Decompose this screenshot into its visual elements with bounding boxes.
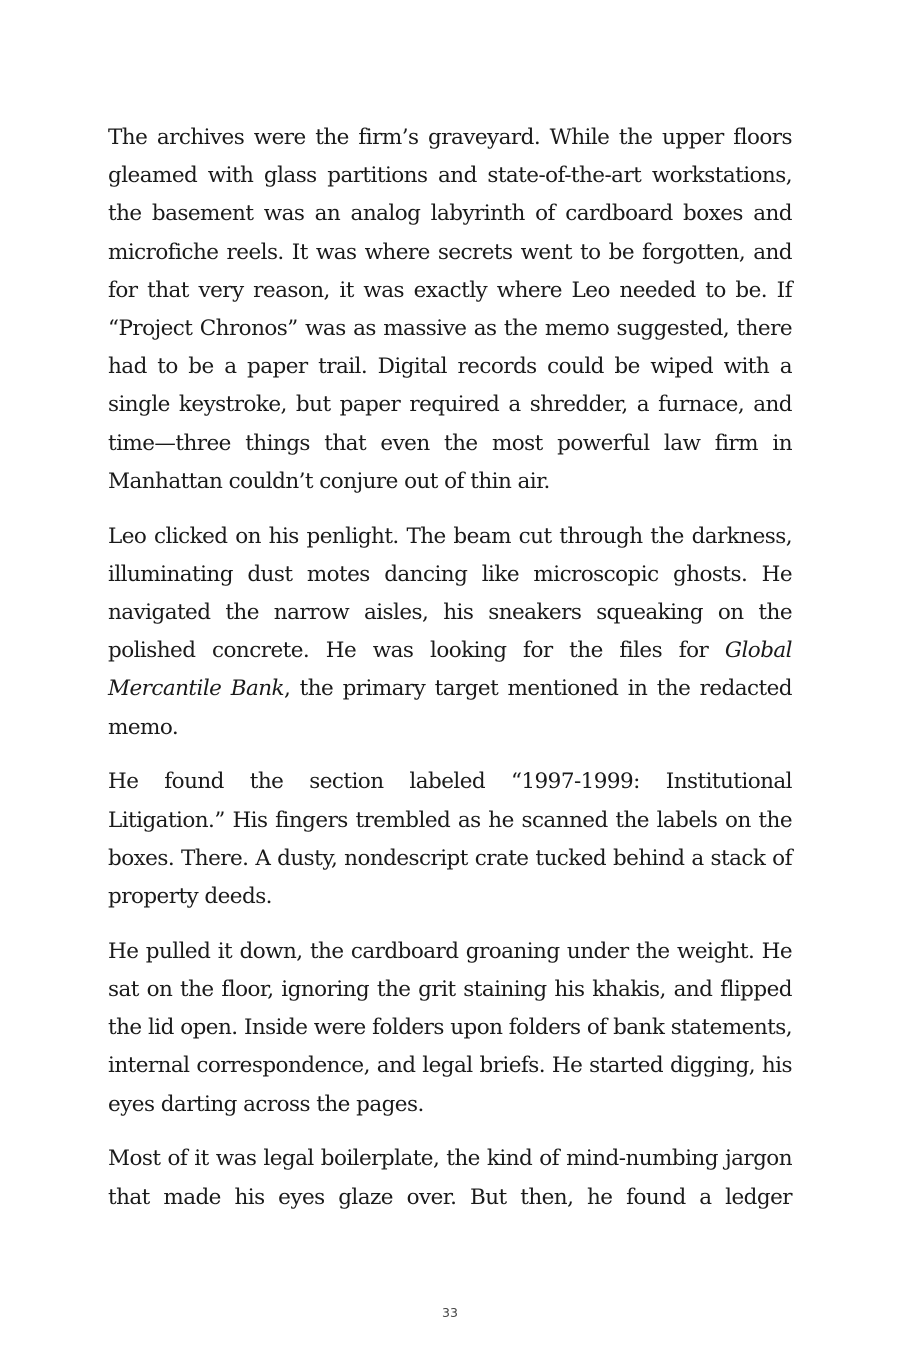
paragraph-1: The archives were the firm’s graveyard. While the upper floors gleamed with glass partitions and state-of-the-art workstations, the basement was an analog labyrinth of cardboard boxes and microfiche reels. It was where secrets went to be forgotten, and for that very reason, it was exactly where Leo needed to be. If “Project Chronos” was as massive as the memo suggested, there had to be a paper trail. Digital records could be wiped with a single keystroke, but paper required a shredder, a furnace, and time—three things that even the most powerful law firm in Manhattan couldn’t conjure out of thin air. [108, 125, 792, 494]
paragraph-3: He found the section labeled “1997-1999: Institutional Litigation.” His fingers trembled as he scanned the labels on the boxes. There. A dusty, nondescript crate tucked behind a stack of property deeds. [108, 769, 792, 910]
body-text [108, 119, 792, 1233]
paragraph-2-text-before: Leo clicked on his penlight. The beam cut through the darkness, illuminating dust motes dancing like microscopic ghosts. He navigated the narrow aisles, his sneakers squeaking on the polished concrete. He was looking for the files for [108, 523, 792, 664]
paragraph-4: He pulled it down, the cardboard groaning under the weight. He sat on the floor, ignoring the grit staining his khakis, and flipped the lid open. Inside were folders upon folders of bank statements, internal correspondence, and legal briefs. He started digging, his eyes darting across the pages. [108, 938, 792, 1117]
bank-name-italic: Global Mercantile Bank [108, 638, 792, 702]
page-number: 33 [442, 1305, 458, 1320]
paragraph-5: Most of it was legal boilerplate, the kind of mind-numbing jargon that made his eyes glaze over. But then, he found a ledger [108, 1146, 792, 1210]
paragraph-2 [108, 518, 792, 747]
paragraph-2-text-after: , the primary target mentioned in the redacted memo. [108, 676, 792, 740]
